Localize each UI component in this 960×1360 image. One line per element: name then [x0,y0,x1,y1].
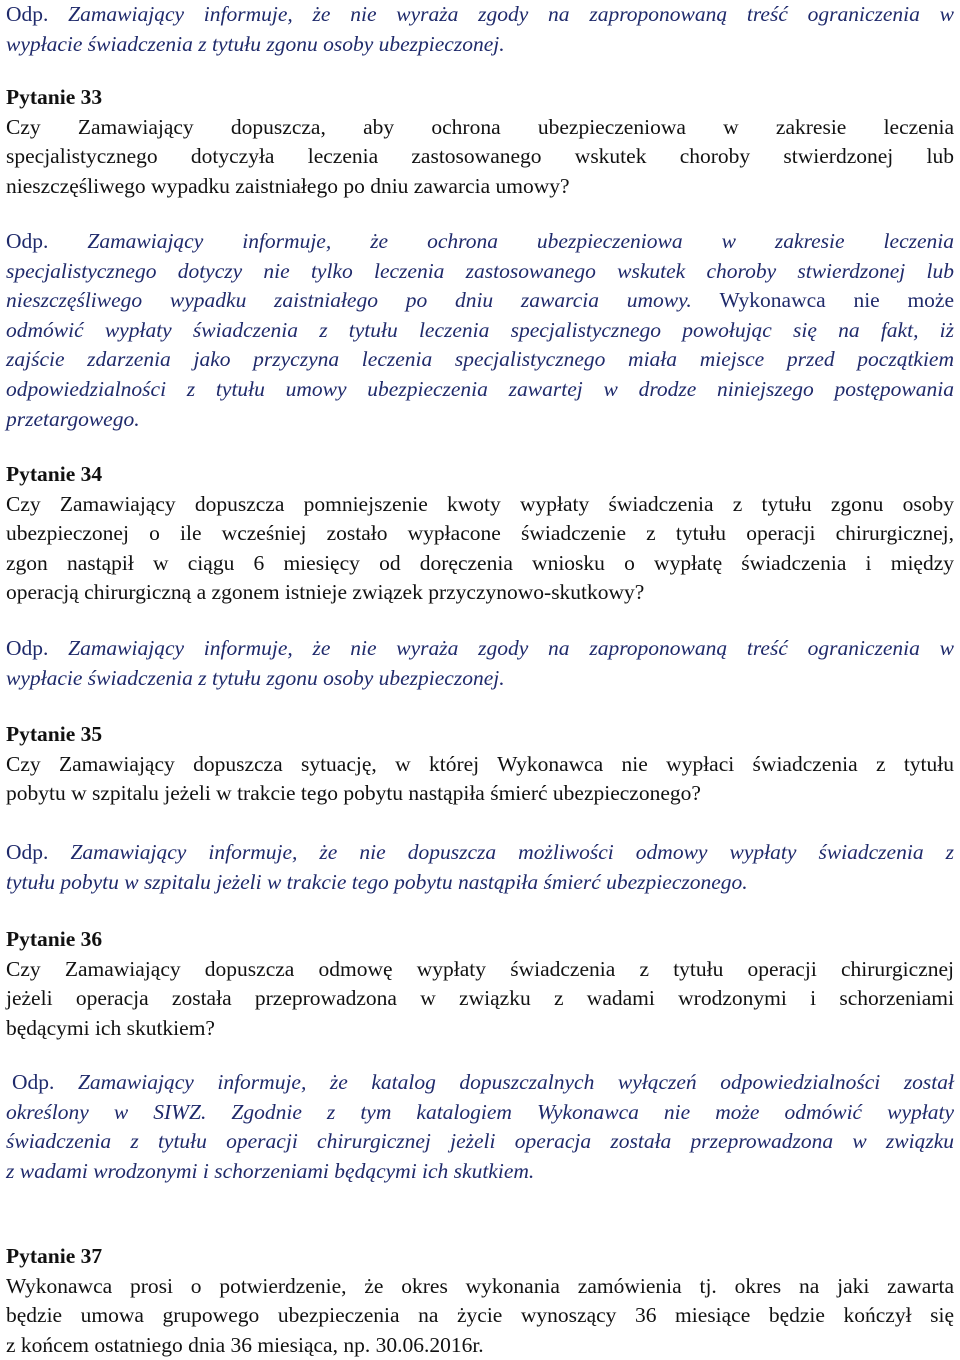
answer-33 [6,227,954,434]
answer-34-line-1 [6,634,954,664]
question-37-heading: Pytanie 37 [6,1244,103,1268]
question-34-line-4: operacją chirurgiczną a zgonem istnieje związek przyczynowo-skutkowy? [6,580,645,605]
question-36 [6,925,954,1043]
answer-32-lead: Odp. [6,2,49,26]
answer-32 [6,0,954,59]
answer-34-line-1-text: Zamawiający informuje, że nie wyraża zgody na zaproponowaną treść ograniczenia w [68,636,954,660]
question-33-heading: Pytanie 33 [6,85,103,109]
answer-34-lead: Odp. [6,636,49,660]
answer-33-line-7: przetargowego. [6,406,140,431]
question-35 [6,720,954,809]
answer-36-lead: Odp. [12,1070,55,1094]
question-33-line-1: Czy Zamawiający dopuszcza, aby ochrona ubezpieczeniowa w zakresie leczenia [6,114,954,139]
question-34-line-2: ubezpieczonej o ile wcześniej zostało wypłacone świadczenie z tytułu operacji chirurgicznej, [6,521,954,546]
question-35-line-2: pobytu w szpitalu jeżeli w trakcie tego pobytu nastąpiła śmierć ubezpieczonego? [6,781,701,806]
question-36-heading: Pytanie 36 [6,927,103,951]
answer-33-line-5: zajście zdarzenia jako przyczyna leczenia specjalistycznego miała miejsce przed początkiem [6,347,954,372]
answer-33-line-3-tail: Wykonawca nie może [719,288,955,313]
question-37-line-3: z końcem ostatniego dnia 36 miesiąca, np. 30.06.2016r. [6,1332,484,1357]
answer-35-line-1-text: Zamawiający informuje, że nie dopuszcza możliwości odmowy wypłaty świadczenia z [70,840,954,864]
question-36-line-3: będącymi ich skutkiem? [6,1015,215,1040]
answer-36-line-4: z wadami wrodzonymi i schorzeniami będącymi ich skutkiem. [6,1158,535,1183]
answer-36-line-1 [12,1068,954,1098]
question-34-heading: Pytanie 34 [6,462,103,486]
answer-36-continued [6,1098,954,1187]
question-34-line-1: Czy Zamawiający dopuszcza pomniejszenie kwoty wypłaty świadczenia z tytułu zgonu osoby [6,491,954,516]
answer-35-line-1 [6,838,954,868]
answer-36-line-1-text: Zamawiający informuje, że katalog dopuszczalnych wyłączeń odpowiedzialności został [77,1070,954,1094]
answer-35 [6,838,954,897]
answer-32-line-1 [6,0,954,30]
question-35-heading: Pytanie 35 [6,722,103,746]
answer-32-line-1-text: Zamawiający informuje, że nie wyraża zgody na zaproponowaną treść ograniczenia w [68,2,954,26]
question-37-line-1: Wykonawca prosi o potwierdzenie, że okres wykonania zamówienia tj. okres na jaki zawarta [6,1273,954,1298]
question-36-line-1: Czy Zamawiający dopuszcza odmowę wypłaty świadczenia z tytułu operacji chirurgicznej [6,956,954,981]
answer-35-lead: Odp. [6,840,49,864]
answer-33-lead: Odp. [6,229,49,253]
question-33-line-3: nieszczęśliwego wypadku zaistniałego po dniu zawarcia umowy? [6,173,570,198]
answer-34 [6,634,954,693]
answer-35-line-2: tytułu pobytu w szpitalu jeżeli w trakcie tego pobytu nastąpiła śmierć ubezpieczonego. [6,869,748,894]
question-33 [6,83,954,201]
answer-33-line-1 [6,227,954,257]
answer-33-line-1-text: Zamawiający informuje, że ochrona ubezpieczeniowa w zakresie leczenia [87,229,954,253]
answer-34-line-2: wypłacie świadczenia z tytułu zgonu osoby ubezpieczonej. [6,665,505,690]
question-34-line-3: zgon nastąpił w ciągu 6 miesięcy od doręczenia wniosku o wypłatę świadczenia i między [6,550,954,575]
answer-36-line-2: określony w SIWZ. Zgodnie z tym katalogiem Wykonawca nie może odmówić wypłaty [6,1099,954,1124]
answer-33-line-3 [6,286,954,316]
answer-33-line-2: specjalistycznego dotyczy nie tylko leczenia zastosowanego wskutek choroby stwierdzonej lub [6,258,954,283]
question-37 [6,1242,954,1360]
question-35-line-1: Czy Zamawiający dopuszcza sytuację, w której Wykonawca nie wypłaci świadczenia z tytułu [6,751,954,776]
answer-36 [12,1068,954,1098]
question-36-line-2: jeżeli operacja została przeprowadzona w związku z wadami wrodzonymi i schorzeniami [6,986,954,1011]
question-37-line-2: będzie umowa grupowego ubezpieczenia na życie wynoszący 36 miesiące będzie kończył się [6,1303,954,1328]
answer-33-line-6: odpowiedzialności z tytułu umowy ubezpieczenia zawartej w drodze niniejszego postępowania [6,376,954,401]
answer-36-line-3: świadczenia z tytułu operacji chirurgicznej jeżeli operacja została przeprowadzona w związku [6,1129,954,1154]
answer-32-line-2: wypłacie świadczenia z tytułu zgonu osoby ubezpieczonej. [6,31,505,56]
question-34 [6,460,954,608]
answer-33-line-4: odmówić wypłaty świadczenia z tytułu leczenia specjalistycznego powołując się na fakt, iż [6,317,954,342]
question-33-line-2: specjalistycznego dotyczyła leczenia zastosowanego wskutek choroby stwierdzonej lub [6,144,954,169]
answer-33-line-3-text: nieszczęśliwego wypadku zaistniałego po dniu zawarcia umowy. [6,288,692,313]
